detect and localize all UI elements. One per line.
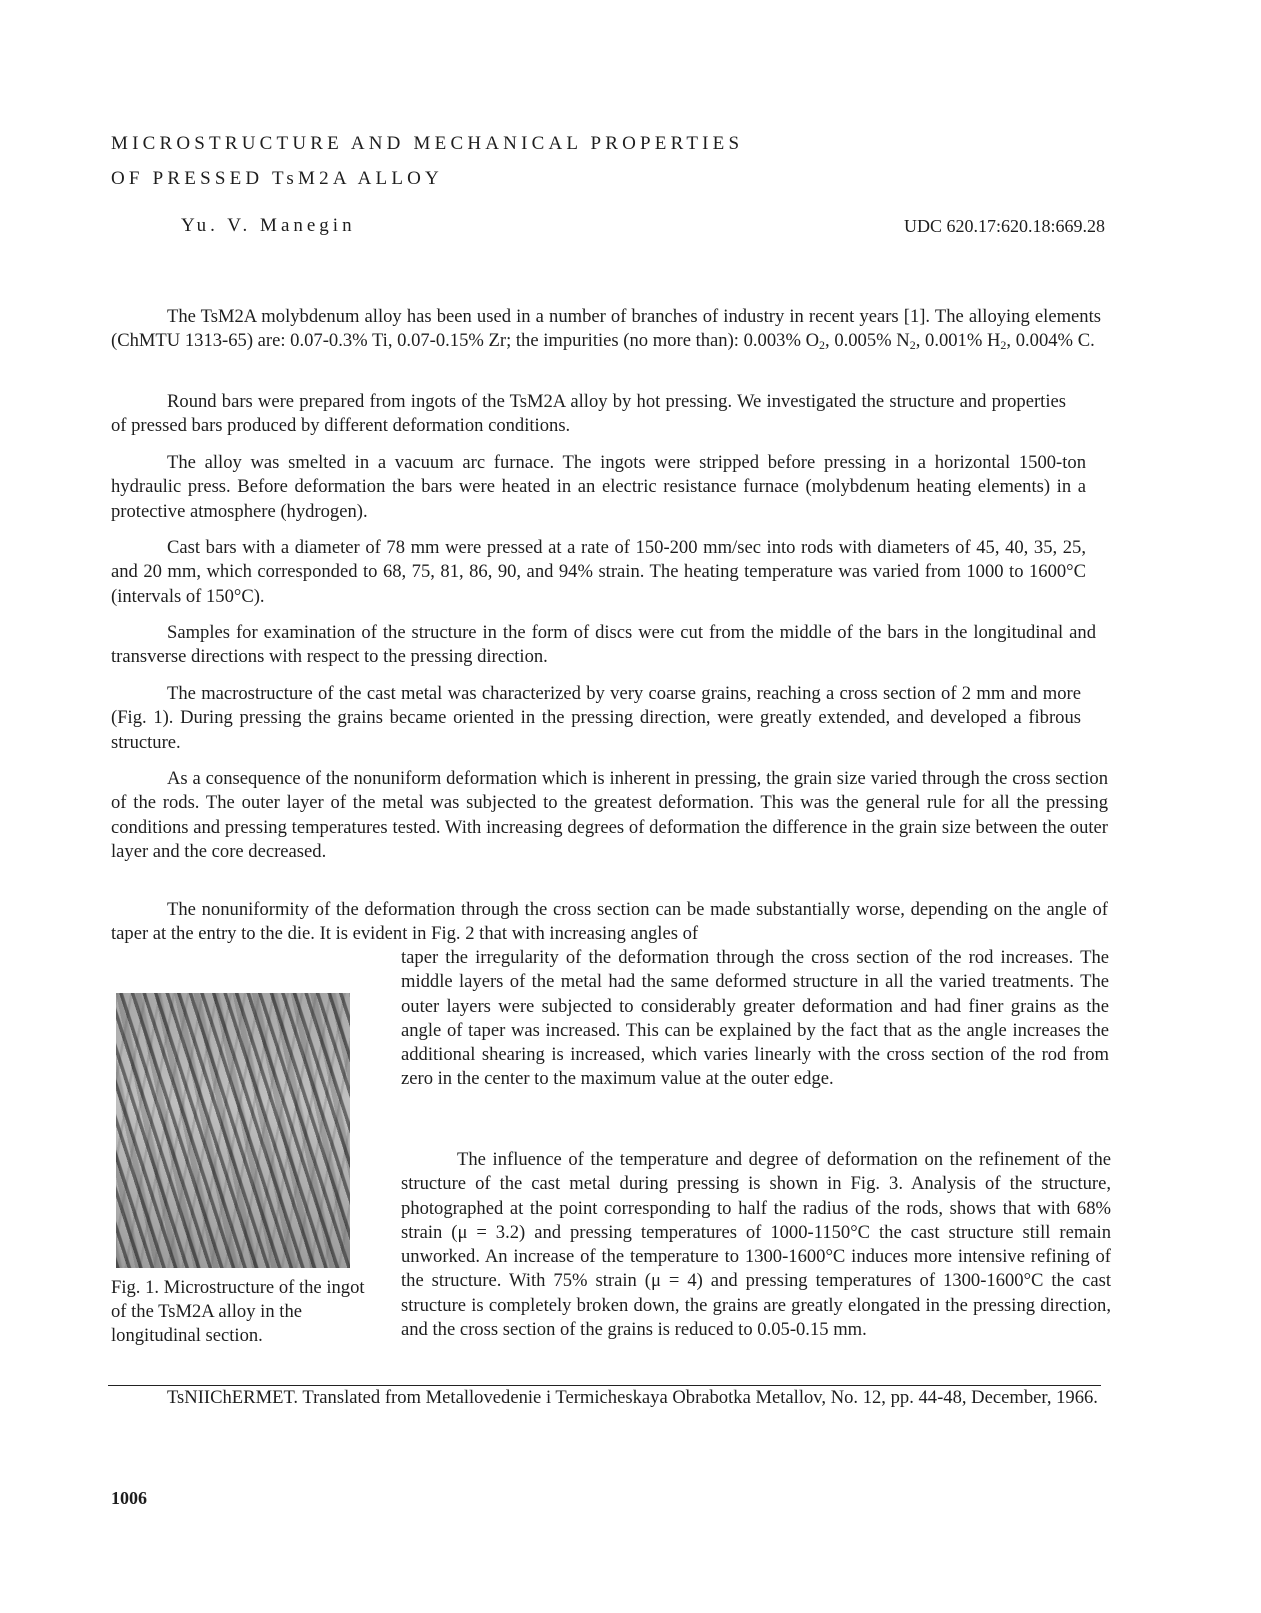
author-name: Yu. V. Manegin bbox=[181, 215, 356, 236]
paragraph-8-continuation: taper the irregularity of the deformation through the cross section of the rod increases. The middle layers of the metal had the same deformed structure in all the varied treatments. The outer layers were subjected to considerably greater deformation and had finer grains as the angle of taper was increased. This can be explained by the fact that as the angle increases the additional shearing is increased, which varies linearly with the cross section of the rod from zero in the center to the maximum value at the outer edge. bbox=[401, 947, 1109, 1090]
paper-title-line-2: OF PRESSED TsM2A ALLOY bbox=[111, 168, 443, 189]
paragraph-9: The influence of the temperature and degree of deformation on the refinement of the structure of the cast metal during pressing is shown in Fig. 3. Analysis of the structure, photographed at the point corresponding to half the radius of the rods, shows that with 68% strain (μ = 3.2) and pressing temperatures of 1000-1150°C the cast structure still remain unworked. An increase of the temperature to 1300-1600°C induces more intensive refining of the structure. With 75% strain (μ = 4) and pressing temperatures of 1300-1600°C the cast structure is completely broken down, the grains are greatly elongated in the pressing direction, and the cross section of the grains is reduced to 0.05-0.15 mm. bbox=[401, 1149, 1111, 1341]
figure-1-micrograph bbox=[116, 993, 350, 1268]
subscript-o2: 2 bbox=[819, 338, 826, 353]
page-number: 1006 bbox=[111, 1488, 147, 1508]
paragraph-7: As a consequence of the nonuniform deformation which is inherent in pressing, the grain size varied through the cross section of the rods. The outer layer of the metal was subjected to the greatest deformation. This was the general rule for all the pressing conditions and pressing temperatures tested. With increasing degrees of deformation the difference in the grain size between the outer layer and the core decreased. bbox=[111, 768, 1108, 862]
paragraph-5: Samples for examination of the structure in the form of discs were cut from the middle of the bars in the longitudinal and transverse directions with respect to the pressing direction. bbox=[111, 622, 1096, 668]
paragraph-4: Cast bars with a diameter of 78 mm were pressed at a rate of 150-200 mm/sec into rods with diameters of 45, 40, 35, 25, and 20 mm, which corresponded to 68, 75, 81, 86, 90, and 94% strain. The heating temperature was varied from 1000 to 1600°C (intervals of 150°C). bbox=[111, 537, 1086, 607]
subscript-h2: 2 bbox=[1000, 338, 1007, 353]
paragraph-6: The macrostructure of the cast metal was characterized by very coarse grains, reaching a cross section of 2 mm and more (Fig. 1). During pressing the grains became oriented in the pressing direction, were greatly extended, and developed a fibrous structure. bbox=[111, 683, 1081, 753]
paragraph-2: Round bars were prepared from ingots of the TsM2A alloy by hot pressing. We investigated the structure and properties of pressed bars produced by different deformation conditions. bbox=[111, 391, 1066, 437]
paragraph-1-text-a: The TsM2A molybdenum alloy has been used in a number of branches of industry in recent years [1]. The alloying elements (ChMTU 1313-65) are: 0.07-0.3% Ti, 0.07-0.15% Zr; the impurities (no more than): 0.003% O bbox=[111, 306, 1101, 352]
paper-title-line-1: MICROSTRUCTURE AND MECHANICAL PROPERTIES bbox=[111, 133, 744, 154]
footnote: TsNIIChERMET. Translated from Metallovedenie i Termicheskaya Obrabotka Metallov, No. 12, pp. 44-48, December, 1966. bbox=[167, 1387, 1098, 1408]
udc-code: UDC 620.17:620.18:669.28 bbox=[903, 216, 1105, 236]
subscript-n2: 2 bbox=[909, 338, 916, 353]
paragraph-1-text-b: , 0.005% N bbox=[825, 330, 910, 352]
paragraph-3: The alloy was smelted in a vacuum arc furnace. The ingots were stripped before pressing in a horizontal 1500-ton hydraulic press. Before deformation the bars were heated in an electric resistance furnace (molybdenum heating elements) in a protective atmosphere (hydrogen). bbox=[111, 452, 1086, 522]
paragraph-1-text-c: , 0.001% H bbox=[915, 330, 1001, 352]
figure-1-caption: Fig. 1. Microstructure of the ingot of the TsM2A alloy in the longitudinal section. bbox=[111, 1277, 365, 1346]
paragraph-1 bbox=[111, 305, 1101, 354]
paragraph-8: The nonuniformity of the deformation through the cross section can be made substantially worse, depending on the angle of taper at the entry to the die. It is evident in Fig. 2 that with increasing angles of bbox=[111, 899, 1108, 945]
paragraph-1-text-d: , 0.004% C. bbox=[1006, 330, 1095, 352]
